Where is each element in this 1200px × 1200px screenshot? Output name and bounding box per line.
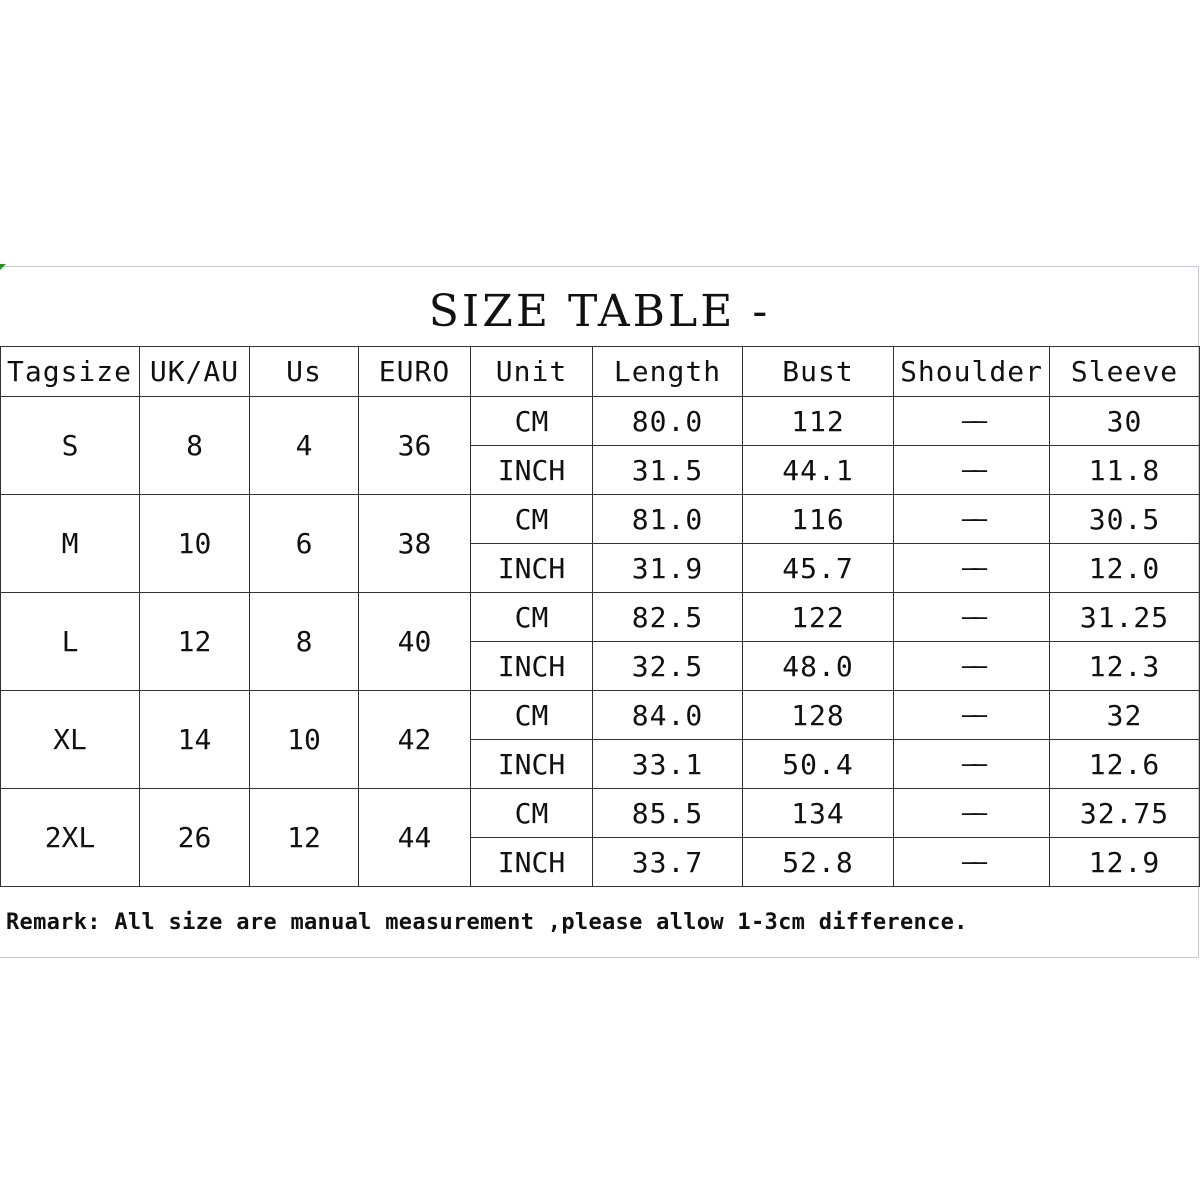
cell-unit: CM (471, 495, 593, 544)
cell-unit: CM (471, 691, 593, 740)
header-euro: EURO (359, 347, 471, 397)
cell-length: 80.0 (593, 397, 743, 446)
cell-shoulder: —— (894, 642, 1050, 691)
cell-us: 8 (250, 593, 359, 691)
cell-sleeve: 30 (1050, 397, 1200, 446)
cell-bust: 52.8 (743, 838, 894, 887)
header-tagsize: Tagsize (1, 347, 140, 397)
cell-shoulder: —— (894, 446, 1050, 495)
cell-length: 31.5 (593, 446, 743, 495)
cell-sleeve: 32.75 (1050, 789, 1200, 838)
cell-uk-au: 10 (140, 495, 250, 593)
page-title: SIZE TABLE - (428, 286, 771, 337)
cell-shoulder: —— (894, 740, 1050, 789)
cell-sleeve: 12.3 (1050, 642, 1200, 691)
cell-euro: 42 (359, 691, 471, 789)
cell-sleeve: 12.0 (1050, 544, 1200, 593)
cell-shoulder: —— (894, 495, 1050, 544)
cell-bust: 48.0 (743, 642, 894, 691)
cell-euro: 40 (359, 593, 471, 691)
cell-euro: 44 (359, 789, 471, 887)
table-row (1, 495, 1200, 544)
cell-shoulder: —— (894, 593, 1050, 642)
cell-tagsize: M (1, 495, 140, 593)
cell-tagsize: XL (1, 691, 140, 789)
cell-sleeve: 12.9 (1050, 838, 1200, 887)
cell-unit: INCH (471, 446, 593, 495)
cell-length: 85.5 (593, 789, 743, 838)
table-row (1, 397, 1200, 446)
table-row (1, 593, 1200, 642)
cell-bust: 134 (743, 789, 894, 838)
cell-unit: CM (471, 789, 593, 838)
cell-shoulder: —— (894, 544, 1050, 593)
cell-bust: 44.1 (743, 446, 894, 495)
table-row (1, 789, 1200, 838)
cell-tagsize: L (1, 593, 140, 691)
cell-unit: CM (471, 397, 593, 446)
cell-us: 12 (250, 789, 359, 887)
cell-unit: CM (471, 593, 593, 642)
cell-length: 33.7 (593, 838, 743, 887)
table-row (1, 691, 1200, 740)
cell-sleeve: 30.5 (1050, 495, 1200, 544)
cell-bust: 50.4 (743, 740, 894, 789)
cell-length: 82.5 (593, 593, 743, 642)
cell-tagsize: 2XL (1, 789, 140, 887)
cell-uk-au: 8 (140, 397, 250, 495)
header-sleeve: Sleeve (1050, 347, 1200, 397)
cell-tagsize: S (1, 397, 140, 495)
cell-euro: 38 (359, 495, 471, 593)
title-row (0, 267, 1199, 346)
cell-unit: INCH (471, 544, 593, 593)
header-us: Us (250, 347, 359, 397)
cell-length: 32.5 (593, 642, 743, 691)
cell-bust: 112 (743, 397, 894, 446)
cell-bust: 45.7 (743, 544, 894, 593)
cell-length: 81.0 (593, 495, 743, 544)
cell-length: 84.0 (593, 691, 743, 740)
cell-unit: INCH (471, 642, 593, 691)
cell-bust: 122 (743, 593, 894, 642)
header-uk-au: UK/AU (140, 347, 250, 397)
cell-bust: 116 (743, 495, 894, 544)
cell-us: 4 (250, 397, 359, 495)
cell-uk-au: 26 (140, 789, 250, 887)
cell-us: 6 (250, 495, 359, 593)
remark-text: Remark: All size are manual measurement ,please allow 1-3cm difference. (6, 910, 968, 935)
cell-uk-au: 14 (140, 691, 250, 789)
header-shoulder: Shoulder (894, 347, 1050, 397)
cell-length: 31.9 (593, 544, 743, 593)
cell-shoulder: —— (894, 789, 1050, 838)
size-table (0, 346, 1200, 887)
header-row (1, 347, 1200, 397)
cell-shoulder: —— (894, 691, 1050, 740)
cell-shoulder: —— (894, 838, 1050, 887)
cell-length: 33.1 (593, 740, 743, 789)
cell-sleeve: 31.25 (1050, 593, 1200, 642)
header-unit: Unit (471, 347, 593, 397)
cell-unit: INCH (471, 740, 593, 789)
cell-euro: 36 (359, 397, 471, 495)
cell-uk-au: 12 (140, 593, 250, 691)
header-length: Length (593, 347, 743, 397)
header-bust: Bust (743, 347, 894, 397)
cell-shoulder: —— (894, 397, 1050, 446)
cell-us: 10 (250, 691, 359, 789)
cell-sleeve: 32 (1050, 691, 1200, 740)
cell-unit: INCH (471, 838, 593, 887)
cell-sleeve: 11.8 (1050, 446, 1200, 495)
cell-bust: 128 (743, 691, 894, 740)
cell-sleeve: 12.6 (1050, 740, 1200, 789)
